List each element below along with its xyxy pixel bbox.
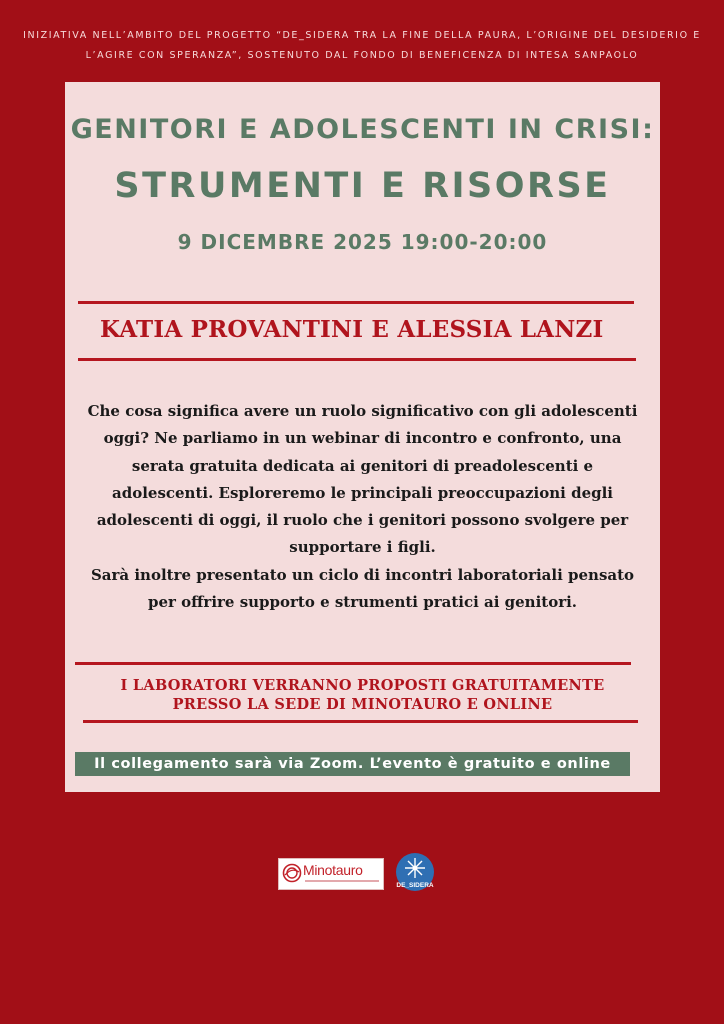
labs-note (85, 676, 640, 714)
desidera-label: DE_SIDERA (396, 882, 434, 889)
desidera-logo (394, 852, 436, 892)
event-title-line-1: GENITORI E ADOLESCENTI IN CRISI: (70, 114, 655, 145)
divider-speakers (78, 358, 636, 361)
minotauro-wordmark: Minotauro (303, 862, 363, 878)
description-paragraph-2: Sarà inoltre presentato un ciclo di incontri laboratoriali pensato per offrire supporto e strumenti pratici ai genitori. (90, 565, 635, 612)
zoom-banner: Il collegamento sarà via Zoom. L’evento è gratuito e online (75, 752, 630, 776)
speakers-heading: KATIA PROVANTINI E ALESSIA LANZI (100, 316, 604, 343)
divider-top (78, 301, 634, 304)
header-note (0, 26, 724, 66)
event-date: 9 DICEMBRE 2025 19:00-20:00 (177, 230, 548, 254)
event-description (85, 398, 640, 616)
sponsor-logos (278, 852, 438, 892)
divider-labs-top (75, 662, 631, 665)
event-title-line-2: STRUMENTI E RISORSE (114, 166, 611, 206)
minotauro-mark-icon (282, 863, 302, 883)
header-note-line-2: L’AGIRE CON SPERANZA”, SOSTENUTO DAL FONDO DI BENEFICENZA DI INTESA SANPAOLO (85, 50, 639, 61)
event-card (65, 82, 660, 792)
header-note-line-1: INIZIATIVA NELL’AMBITO DEL PROGETTO “DE_SIDERA TRA LA FINE DELLA PAURA, L’ORIGINE DEL DESIDERIO E (23, 30, 701, 41)
minotauro-logo (278, 858, 384, 890)
minotauro-tagline-mark (305, 880, 379, 882)
labs-line-2: PRESSO LA SEDE DI MINOTAURO E ONLINE (172, 696, 553, 713)
labs-line-1: I LABORATORI VERRANNO PROPOSTI GRATUITAMENTE (120, 677, 605, 694)
divider-labs-bottom (83, 720, 638, 723)
description-paragraph-1: Che cosa significa avere un ruolo significativo con gli adolescenti oggi? Ne parliamo in un webinar di incontro e confronto, una serata gratuita dedicata ai genitori di preadolescenti e adolescenti. Esploreremo le principali preoccupazioni degli adolescenti di oggi, il ruolo che i genitori possono svolgere per supportare i figli. (87, 402, 638, 557)
